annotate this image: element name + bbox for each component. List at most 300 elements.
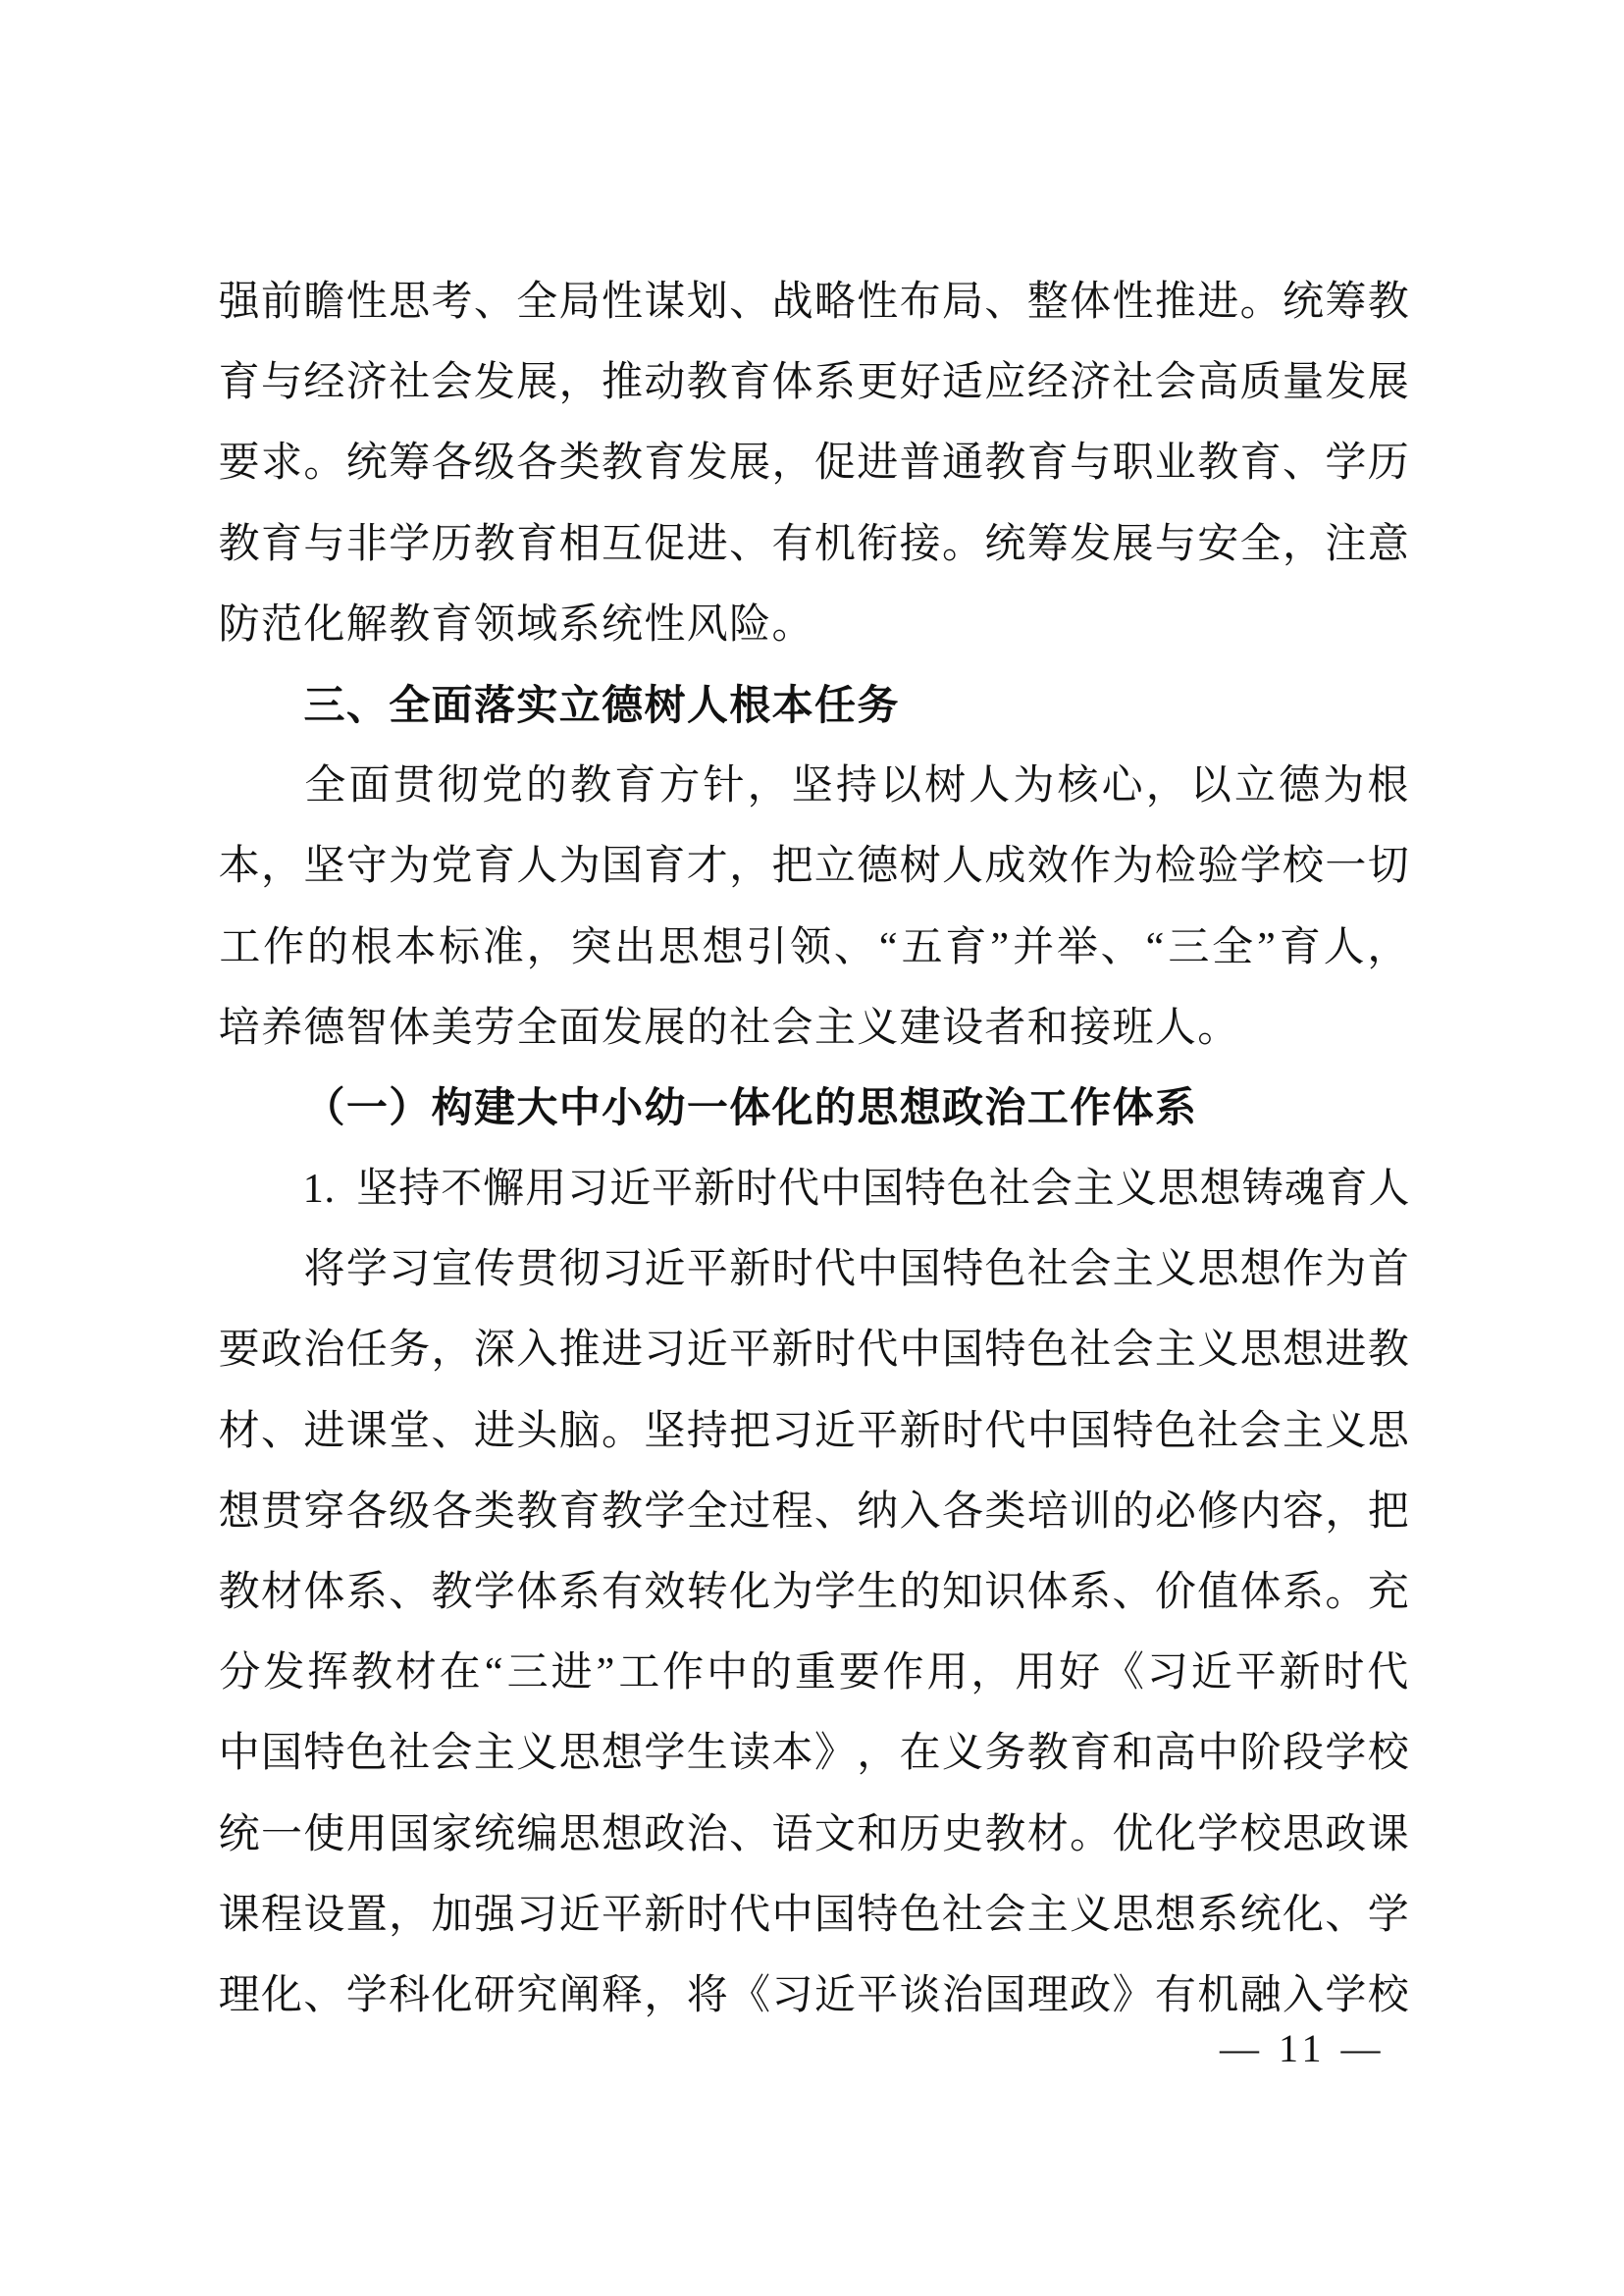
character-cell: 美	[431, 1005, 473, 1051]
character-cell: 域	[516, 601, 558, 648]
character-cell: 政	[261, 1328, 303, 1374]
character-cell: 全	[1239, 521, 1282, 567]
character-cell: 动	[644, 360, 686, 406]
character-cell: ”	[990, 924, 1010, 970]
character-cell: 育	[1239, 441, 1282, 487]
character-cell: 特	[1112, 1408, 1154, 1454]
character-cell: 生	[857, 1570, 899, 1615]
character-cell: 代	[777, 1167, 819, 1213]
character-cell: 社	[1197, 1408, 1239, 1454]
character-cell: 智	[345, 1005, 388, 1051]
character-cell: 坚	[644, 1408, 686, 1454]
character-cell: 时	[1323, 1650, 1365, 1696]
character-cell: 主	[1073, 1167, 1115, 1213]
character-cell: 养	[261, 1005, 303, 1051]
character-cell: 人	[1323, 924, 1365, 970]
character-cell: 会	[1070, 1247, 1112, 1293]
character-cell: 历	[1367, 441, 1409, 487]
character-cell: 作	[1070, 844, 1112, 890]
character-cell: 将	[303, 1247, 345, 1293]
character-cell: 系	[813, 360, 856, 406]
character-cell: 育	[644, 844, 686, 890]
character-cell: 系	[345, 1570, 388, 1615]
character-cell: 要	[218, 1328, 260, 1374]
character-cell: 化	[261, 1972, 303, 2018]
character-cell: 习	[516, 1892, 558, 1938]
character-cell: 作	[1070, 1085, 1112, 1131]
character-cell: 铸	[1241, 1167, 1283, 1213]
character-cell: ”	[596, 1650, 615, 1696]
character-cell: 作	[882, 1650, 924, 1696]
character-cell: 习	[771, 1408, 813, 1454]
character-cell: 业	[1154, 441, 1196, 487]
character-cell: 有	[602, 1570, 644, 1615]
character-cell: 时	[771, 1247, 813, 1293]
character-cell: 新	[899, 1408, 941, 1454]
character-cell: 思	[657, 924, 700, 970]
character-cell: 学	[644, 1488, 686, 1535]
character-cell: 人	[969, 763, 1011, 809]
character-cell: 接	[1070, 1005, 1112, 1051]
character-cell: 代	[984, 1408, 1026, 1454]
text-line	[218, 1875, 1410, 1956]
character-cell: 内	[1239, 1488, 1282, 1535]
character-cell: 注	[1325, 521, 1367, 567]
character-cell: 脑	[558, 1408, 601, 1454]
character-cell: 经	[303, 360, 345, 406]
character-cell: 体	[516, 1570, 558, 1615]
character-cell: 学	[1325, 1731, 1367, 1777]
character-cell: 中	[857, 1247, 899, 1293]
character-cell: 安	[1197, 521, 1239, 567]
character-cell: 懈	[483, 1167, 525, 1213]
character-cell: 工	[219, 924, 261, 970]
character-cell: 普	[899, 441, 941, 487]
character-cell: 主	[1154, 1328, 1196, 1374]
character-cell: 思	[389, 280, 431, 325]
text-line	[218, 342, 1410, 423]
character-cell: 治	[942, 1972, 984, 2018]
character-cell: 课	[345, 1408, 388, 1454]
character-cell: 深	[473, 1328, 515, 1374]
character-cell: 使	[303, 1811, 345, 1857]
character-cell: 人	[686, 681, 728, 728]
character-cell: 贯	[261, 1488, 303, 1535]
character-cell: 、	[729, 521, 771, 567]
character-cell: 彻	[558, 1247, 601, 1293]
character-cell: 系	[558, 1570, 601, 1615]
character-cell: 魂	[1283, 1167, 1326, 1213]
character-cell: 教	[473, 521, 515, 567]
character-cell: 布	[899, 280, 941, 325]
character-cell: 会	[984, 1892, 1026, 1938]
character-cell: 要	[838, 1650, 880, 1696]
character-cell: 检	[1154, 844, 1196, 890]
character-cell: 小	[602, 1085, 644, 1131]
character-cell: 统	[1239, 1892, 1282, 1938]
character-cell: 材	[261, 1570, 303, 1615]
character-cell: 育	[431, 601, 473, 648]
character-cell: 教	[351, 1650, 393, 1696]
character-cell: 用	[1015, 1650, 1057, 1696]
character-cell: 思	[558, 1811, 601, 1857]
character-cell: 高	[1154, 1731, 1196, 1777]
character-cell: 学	[345, 1972, 388, 2018]
character-cell: 党	[481, 763, 523, 809]
text-line	[218, 1633, 1410, 1713]
character-cell: 三	[303, 681, 345, 728]
character-cell: 特	[857, 1892, 899, 1938]
text-line	[218, 504, 1410, 585]
character-cell: 容	[1283, 1488, 1325, 1535]
character-cell: 化	[729, 1570, 771, 1615]
character-cell: 。	[1239, 280, 1282, 325]
character-cell: 面	[431, 681, 473, 728]
character-cell: 学	[813, 1570, 856, 1615]
character-cell: 量	[1283, 360, 1325, 406]
character-cell: 意	[1367, 521, 1409, 567]
character-cell: 义	[1115, 1167, 1157, 1213]
character-cell: 时	[942, 1408, 984, 1454]
character-cell: 立	[813, 844, 856, 890]
character-cell: 幼	[644, 1085, 686, 1131]
character-cell: 训	[1070, 1488, 1112, 1535]
text-line	[218, 1795, 1410, 1875]
character-cell: 学	[644, 1731, 686, 1777]
character-cell: 好	[899, 360, 941, 406]
character-cell: 想	[602, 1731, 644, 1777]
character-cell: 把	[771, 844, 813, 890]
character-cell: 思	[1239, 1328, 1282, 1374]
character-cell: 义	[1197, 1328, 1239, 1374]
character-cell: 、	[729, 280, 771, 325]
character-cell: 互	[602, 521, 644, 567]
character-cell: 思	[558, 1731, 601, 1777]
character-cell: 谈	[899, 1972, 941, 2018]
character-cell: 主	[1112, 1247, 1154, 1293]
character-cell: 材	[394, 1650, 437, 1696]
character-cell: 根	[1367, 763, 1409, 809]
character-cell: 心	[1101, 763, 1143, 809]
character-cell: 会	[1112, 1328, 1154, 1374]
character-cell: 济	[1070, 360, 1112, 406]
character-cell: 持	[398, 1167, 441, 1213]
character-cell: 、	[1112, 1570, 1154, 1615]
character-cell: 义	[1325, 1408, 1367, 1454]
character-cell: 一	[1325, 844, 1367, 890]
character-cell: 想	[1283, 1328, 1325, 1374]
character-cell: 特	[904, 1167, 946, 1213]
character-cell: 五	[901, 924, 943, 970]
character-cell: 本	[394, 924, 437, 970]
character-cell: 国	[862, 1167, 904, 1213]
character-cell: 会	[431, 1731, 473, 1777]
h3-heading-line	[218, 1149, 1410, 1229]
character-cell: 建	[899, 1005, 941, 1051]
character-cell: 会	[1239, 1408, 1282, 1454]
character-cell: 社	[1026, 1247, 1069, 1293]
character-cell: 展	[729, 441, 771, 487]
character-cell: 树	[899, 844, 941, 890]
character-cell: 平	[857, 1972, 899, 2018]
character-cell: 历	[431, 521, 473, 567]
text-line	[218, 746, 1410, 826]
character-cell: 思	[1112, 1892, 1154, 1938]
character-cell: 范	[261, 601, 303, 648]
character-cell: 推	[558, 1328, 601, 1374]
character-cell: 作	[263, 924, 305, 970]
character-cell: 纳	[857, 1488, 899, 1535]
character-cell: 全	[389, 681, 431, 728]
character-cell: 各	[431, 441, 473, 487]
character-cell: 根	[729, 681, 771, 728]
character-cell: 为	[771, 1570, 813, 1615]
character-cell: 培	[218, 1005, 260, 1051]
character-cell: 社	[389, 1731, 431, 1777]
character-cell: 教	[516, 1488, 558, 1535]
text-line	[218, 1391, 1410, 1472]
character-cell: 想	[218, 1488, 260, 1535]
character-cell: 新	[771, 1328, 813, 1374]
character-cell: 学	[1367, 1892, 1409, 1938]
character-cell: 用	[345, 1811, 388, 1857]
character-cell: 守	[345, 844, 388, 890]
character-cell: 职	[1112, 441, 1154, 487]
character-cell: 国	[1070, 1408, 1112, 1454]
character-cell: 材	[1026, 1811, 1069, 1857]
character-cell: 近	[813, 1408, 856, 1454]
character-cell: 有	[771, 521, 813, 567]
character-cell: 用	[525, 1167, 567, 1213]
character-cell: 义	[1154, 1247, 1196, 1293]
character-cell: 、	[813, 1488, 856, 1535]
character-cell: 三	[1168, 924, 1210, 970]
character-cell: 不	[441, 1167, 483, 1213]
character-cell: 一	[261, 1811, 303, 1857]
character-cell: ，	[389, 1892, 431, 1938]
character-cell: 国	[602, 844, 644, 890]
character-cell: 和	[1026, 1005, 1069, 1051]
character-cell: 育	[614, 763, 656, 809]
character-cell: 教	[1367, 280, 1409, 325]
character-cell: 国	[942, 1328, 984, 1374]
page-number: — 11 —	[1220, 2026, 1386, 2070]
character-cell: 社	[389, 360, 431, 406]
character-cell: 班	[1112, 1005, 1154, 1051]
character-cell: 程	[771, 1488, 813, 1535]
character-cell: 并	[1013, 924, 1055, 970]
character-cell: 任	[813, 681, 856, 728]
character-cell: 教	[984, 1811, 1026, 1857]
character-cell: 传	[473, 1247, 515, 1293]
character-cell: ，	[431, 1328, 473, 1374]
character-cell: 会	[431, 360, 473, 406]
character-cell: 教	[1026, 1731, 1069, 1777]
character-cell: 育	[945, 924, 987, 970]
character-cell: ，	[970, 1650, 1013, 1696]
character-cell: 树	[644, 681, 686, 728]
character-cell: 近	[644, 1247, 686, 1293]
character-cell: 济	[345, 360, 388, 406]
character-cell: 发	[602, 1005, 644, 1051]
character-cell: 课	[1367, 1811, 1409, 1857]
character-cell: 释	[602, 1972, 644, 2018]
character-cell: 义	[857, 1005, 899, 1051]
character-cell: 劳	[473, 1005, 515, 1051]
character-cell: 、	[389, 1570, 431, 1615]
character-cell: 义	[942, 1731, 984, 1777]
character-cell: 学	[1239, 844, 1282, 890]
character-cell: 必	[1154, 1488, 1196, 1535]
character-cell: 的	[306, 924, 348, 970]
character-cell: 的	[525, 763, 567, 809]
character-cell: 坚	[791, 763, 833, 809]
text-line	[218, 423, 1410, 503]
character-cell: 应	[984, 360, 1026, 406]
character-cell: 特	[984, 1328, 1026, 1374]
character-cell: 政	[1325, 1811, 1367, 1857]
character-cell: 级	[389, 1488, 431, 1535]
character-cell: 解	[345, 601, 388, 648]
character-cell: 立	[558, 681, 601, 728]
character-cell: 面	[348, 763, 391, 809]
character-cell: ，	[526, 924, 568, 970]
character-cell: 划	[686, 280, 728, 325]
character-cell: 国	[984, 1972, 1026, 2018]
character-cell: 系	[1070, 1570, 1112, 1615]
character-cell: 与	[261, 360, 303, 406]
character-cell: 特	[303, 1731, 345, 1777]
character-cell: 工	[618, 1650, 660, 1696]
character-cell: 落	[473, 681, 515, 728]
character-cell: 适	[942, 360, 984, 406]
character-cell: 领	[790, 924, 832, 970]
character-cell: 主	[813, 1005, 856, 1051]
character-cell: .	[324, 1167, 336, 1213]
character-cell: 、	[833, 924, 875, 970]
character-cell: 培	[1026, 1488, 1069, 1535]
character-cell: 人	[942, 844, 984, 890]
character-cell: 入	[1283, 1972, 1325, 2018]
character-cell: 想	[602, 1811, 644, 1857]
character-cell: 教	[431, 1570, 473, 1615]
character-cell: ，	[1367, 924, 1409, 970]
character-cell: 类	[473, 1488, 515, 1535]
character-cell: 中	[899, 1328, 941, 1374]
character-cell: 引	[746, 924, 788, 970]
character-cell: 。	[771, 601, 813, 648]
character-cell: 全	[686, 1488, 728, 1535]
character-cell: 习	[644, 1328, 686, 1374]
character-cell: 化	[303, 601, 345, 648]
character-cell: 各	[516, 441, 558, 487]
character-cell: 、	[1325, 1892, 1367, 1938]
character-cell: 校	[1367, 1972, 1409, 2018]
character-cell: 的	[1112, 1488, 1154, 1535]
character-cell: 平	[857, 1408, 899, 1454]
character-cell: 。	[602, 1408, 644, 1454]
text-line	[218, 1229, 1410, 1310]
character-cell: 准	[482, 924, 524, 970]
character-cell: 用	[926, 1650, 969, 1696]
character-cell: 史	[942, 1811, 984, 1857]
character-cell: 各	[431, 1488, 473, 1535]
character-cell: 融	[1239, 1972, 1282, 2018]
character-cell: 为	[1325, 1247, 1367, 1293]
character-cell: 务	[984, 1731, 1026, 1777]
h1-heading-line	[218, 665, 1410, 746]
character-cell: 筹	[1026, 521, 1069, 567]
character-cell: 》	[1112, 1972, 1154, 2018]
character-cell: 机	[1197, 1972, 1239, 2018]
character-cell: 教	[1367, 1328, 1409, 1374]
character-cell: 为	[1112, 844, 1154, 890]
character-cell: 学	[1197, 1811, 1239, 1857]
character-cell: 义	[516, 1731, 558, 1777]
character-cell: 强	[218, 280, 260, 325]
character-cell: 中	[819, 1167, 862, 1213]
character-cell: 体	[1070, 280, 1112, 325]
character-cell: 德	[857, 844, 899, 890]
character-cell: 进	[1197, 280, 1239, 325]
character-cell: 优	[1112, 1811, 1154, 1857]
character-cell: 局	[558, 280, 601, 325]
character-cell: 色	[345, 1731, 388, 1777]
character-cell: 把	[729, 1408, 771, 1454]
text-line	[218, 826, 1410, 907]
character-cell: 筹	[1325, 280, 1367, 325]
character-cell: 读	[729, 1731, 771, 1777]
character-cell: 主	[1026, 1892, 1069, 1938]
character-cell: 材	[218, 1408, 260, 1454]
character-cell: 系	[1154, 1085, 1196, 1131]
character-cell: 设	[942, 1005, 984, 1051]
character-cell: 的	[751, 1650, 793, 1696]
character-cell: 针	[703, 763, 745, 809]
character-cell: 在	[439, 1650, 481, 1696]
character-cell: 与	[1070, 441, 1112, 487]
character-cell: 效	[1026, 844, 1069, 890]
character-cell: 强	[473, 1892, 515, 1938]
character-cell: 以	[1189, 763, 1231, 809]
character-cell: 中	[1197, 1731, 1239, 1777]
character-cell: 学	[473, 1570, 515, 1615]
character-cell: 中	[771, 1892, 813, 1938]
character-cell: 究	[516, 1972, 558, 2018]
character-cell: 体	[303, 1570, 345, 1615]
character-cell: 学	[1325, 441, 1367, 487]
character-cell: 治	[686, 1811, 728, 1857]
character-cell: 人	[516, 844, 558, 890]
character-cell: 发	[473, 360, 515, 406]
character-cell: 展	[1112, 521, 1154, 567]
character-cell: 发	[263, 1650, 305, 1696]
character-cell: 想	[1199, 1167, 1241, 1213]
character-cell: 人	[1154, 1005, 1196, 1051]
character-cell: 为	[1013, 763, 1055, 809]
character-cell: 国	[389, 1811, 431, 1857]
character-cell: 、	[984, 280, 1026, 325]
character-cell: 切	[1367, 844, 1409, 890]
h2-heading-line	[218, 1069, 1410, 1149]
character-cell: 作	[1283, 1247, 1325, 1293]
character-cell: 体	[389, 1005, 431, 1051]
character-cell: 会	[771, 1005, 813, 1051]
character-cell: 全	[516, 280, 558, 325]
character-cell: 机	[813, 521, 856, 567]
character-cell: 想	[1154, 1892, 1196, 1938]
character-cell: 入	[899, 1488, 941, 1535]
